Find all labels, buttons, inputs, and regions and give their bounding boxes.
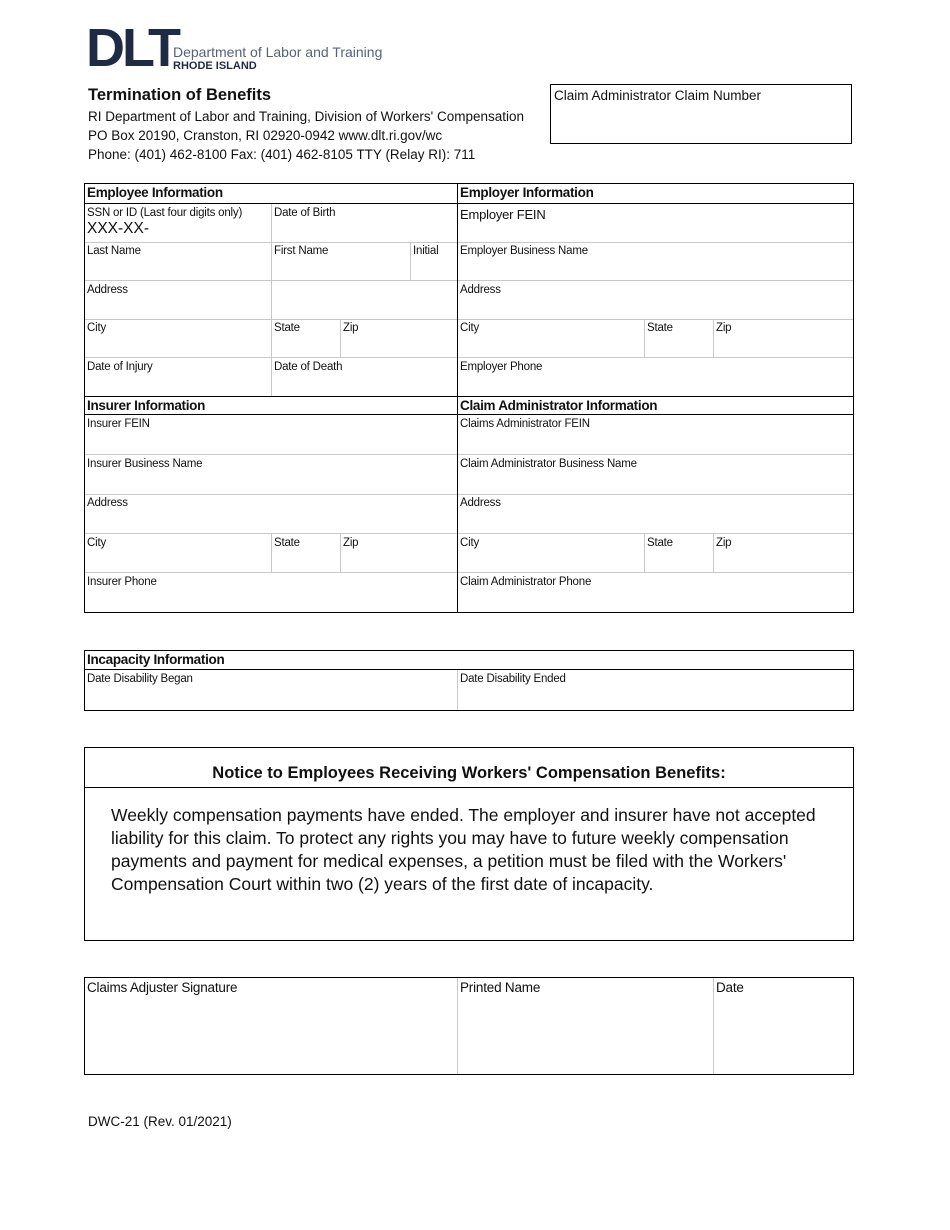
insurer-section-title: Insurer Information xyxy=(87,398,206,413)
initial-label: Initial xyxy=(413,245,439,257)
employer-section-title: Employer Information xyxy=(460,185,594,200)
insurer-zip-label: Zip xyxy=(343,537,359,549)
logo-mark: DLT xyxy=(86,18,178,78)
claim-admin-fein-field[interactable] xyxy=(458,415,853,454)
logo-department: Department of Labor and Training xyxy=(173,44,383,60)
dob-label: Date of Birth xyxy=(274,207,336,219)
initial-field[interactable] xyxy=(411,242,457,280)
insurer-city-label: City xyxy=(87,537,107,549)
adjuster-signature-label: Claims Adjuster Signature xyxy=(87,980,238,995)
employer-fein-field[interactable] xyxy=(458,204,853,242)
insurer-state-field[interactable] xyxy=(272,534,340,573)
employer-city-label: City xyxy=(460,322,480,334)
insurer-phone-field[interactable] xyxy=(85,573,457,612)
header-line-3: Phone: (401) 462-8100 Fax: (401) 462-8105 TTY (Relay RI): 711 xyxy=(88,147,476,162)
employee-section-title: Employee Information xyxy=(87,185,223,200)
insurer-business-field[interactable] xyxy=(85,455,457,494)
employer-phone-label: Employer Phone xyxy=(460,361,543,373)
dob-field[interactable] xyxy=(272,204,457,242)
last-name-field[interactable] xyxy=(85,242,271,280)
claim-admin-address-label: Address xyxy=(460,497,501,509)
employer-zip-field[interactable] xyxy=(714,319,853,357)
claim-admin-address-field[interactable] xyxy=(458,494,853,533)
date-of-death-field[interactable] xyxy=(272,358,457,396)
employee-address-field[interactable] xyxy=(85,281,457,319)
employer-address-field[interactable] xyxy=(458,281,853,319)
information-grid xyxy=(84,183,854,613)
employee-city-label: City xyxy=(87,322,107,334)
claim-admin-section-title: Claim Administrator Information xyxy=(460,398,658,413)
disability-ended-label: Date Disability Ended xyxy=(460,673,566,685)
header-line-1: RI Department of Labor and Training, Division of Workers' Compensation xyxy=(88,109,525,124)
insurer-business-label: Insurer Business Name xyxy=(87,458,203,470)
date-of-injury-field[interactable] xyxy=(85,358,271,396)
employer-address-label: Address xyxy=(460,284,501,296)
signature-date-label: Date xyxy=(716,980,744,995)
employee-zip-label: Zip xyxy=(343,322,359,334)
employee-zip-field[interactable] xyxy=(341,319,457,357)
insurer-fein-field[interactable] xyxy=(85,415,457,454)
employer-phone-field[interactable] xyxy=(458,358,853,396)
disability-began-label: Date Disability Began xyxy=(87,673,193,685)
employer-state-field[interactable] xyxy=(645,319,713,357)
claim-admin-zip-field[interactable] xyxy=(714,534,853,573)
claim-admin-zip-label: Zip xyxy=(716,537,732,549)
insurer-state-label: State xyxy=(274,537,300,549)
claim-admin-business-label: Claim Administrator Business Name xyxy=(460,458,637,470)
employee-address-label: Address xyxy=(87,284,128,296)
insurer-fein-label: Insurer FEIN xyxy=(87,418,150,430)
insurer-city-field[interactable] xyxy=(85,534,271,573)
insurer-address-field[interactable] xyxy=(85,494,457,533)
ssn-field[interactable] xyxy=(85,204,271,242)
date-of-injury-label: Date of Injury xyxy=(87,361,153,373)
employee-state-label: State xyxy=(274,322,300,334)
employer-fein-label: Employer FEIN xyxy=(460,207,546,222)
ssn-value: XXX-XX- xyxy=(87,220,150,237)
disability-began-field[interactable] xyxy=(85,670,457,710)
claim-number-label: Claim Administrator Claim Number xyxy=(554,88,762,103)
employer-state-label: State xyxy=(647,322,673,334)
claim-admin-phone-label: Claim Administrator Phone xyxy=(460,576,592,588)
claim-admin-city-field[interactable] xyxy=(458,534,644,573)
employer-zip-label: Zip xyxy=(716,322,732,334)
claim-admin-fein-label: Claims Administrator FEIN xyxy=(460,418,590,430)
signature-grid xyxy=(84,977,854,1075)
disability-ended-field[interactable] xyxy=(458,670,853,710)
claim-admin-state-field[interactable] xyxy=(645,534,713,573)
employee-city-field[interactable] xyxy=(85,319,271,357)
incapacity-section-title: Incapacity Information xyxy=(87,652,225,667)
printed-name-field[interactable] xyxy=(458,978,713,1074)
printed-name-label: Printed Name xyxy=(460,980,541,995)
claim-admin-business-field[interactable] xyxy=(458,455,853,494)
notice-box xyxy=(84,747,854,941)
form-id: DWC-21 (Rev. 01/2021) xyxy=(88,1114,232,1129)
employer-city-field[interactable] xyxy=(458,319,644,357)
notice-title: Notice to Employees Receiving Workers' Compensation Benefits: xyxy=(212,764,726,782)
claim-admin-phone-field[interactable] xyxy=(458,573,853,612)
logo-state: RHODE ISLAND xyxy=(173,60,257,72)
dlt-logo xyxy=(86,18,386,78)
header-line-2: PO Box 20190, Cranston, RI 02920-0942 www.dlt.ri.gov/wc xyxy=(88,128,443,143)
first-name-label: First Name xyxy=(274,245,329,257)
insurer-zip-field[interactable] xyxy=(341,534,457,573)
signature-date-field[interactable] xyxy=(714,978,853,1074)
claim-admin-state-label: State xyxy=(647,537,673,549)
employee-state-field[interactable] xyxy=(272,319,340,357)
first-name-field[interactable] xyxy=(272,242,410,280)
date-of-death-label: Date of Death xyxy=(274,361,343,373)
insurer-phone-label: Insurer Phone xyxy=(87,576,157,588)
employer-business-label: Employer Business Name xyxy=(460,245,588,257)
incapacity-grid xyxy=(84,650,854,711)
employer-business-field[interactable] xyxy=(458,242,853,280)
adjuster-signature-field[interactable] xyxy=(85,978,457,1074)
claim-admin-city-label: City xyxy=(460,537,480,549)
insurer-address-label: Address xyxy=(87,497,128,509)
notice-body: Weekly compensation payments have ended. The employer and insurer have not accepted liability for this claim. To protect any rights you may have to future weekly compensation payments and payment for medical expenses, a petition must be filed with the Workers' Compensation Court within two (2) years of the first date of incapacity. xyxy=(111,805,816,894)
ssn-label: SSN or ID (Last four digits only) xyxy=(87,207,243,219)
last-name-label: Last Name xyxy=(87,245,141,257)
claim-number-field[interactable] xyxy=(550,84,852,144)
form-title: Termination of Benefits xyxy=(88,86,272,104)
